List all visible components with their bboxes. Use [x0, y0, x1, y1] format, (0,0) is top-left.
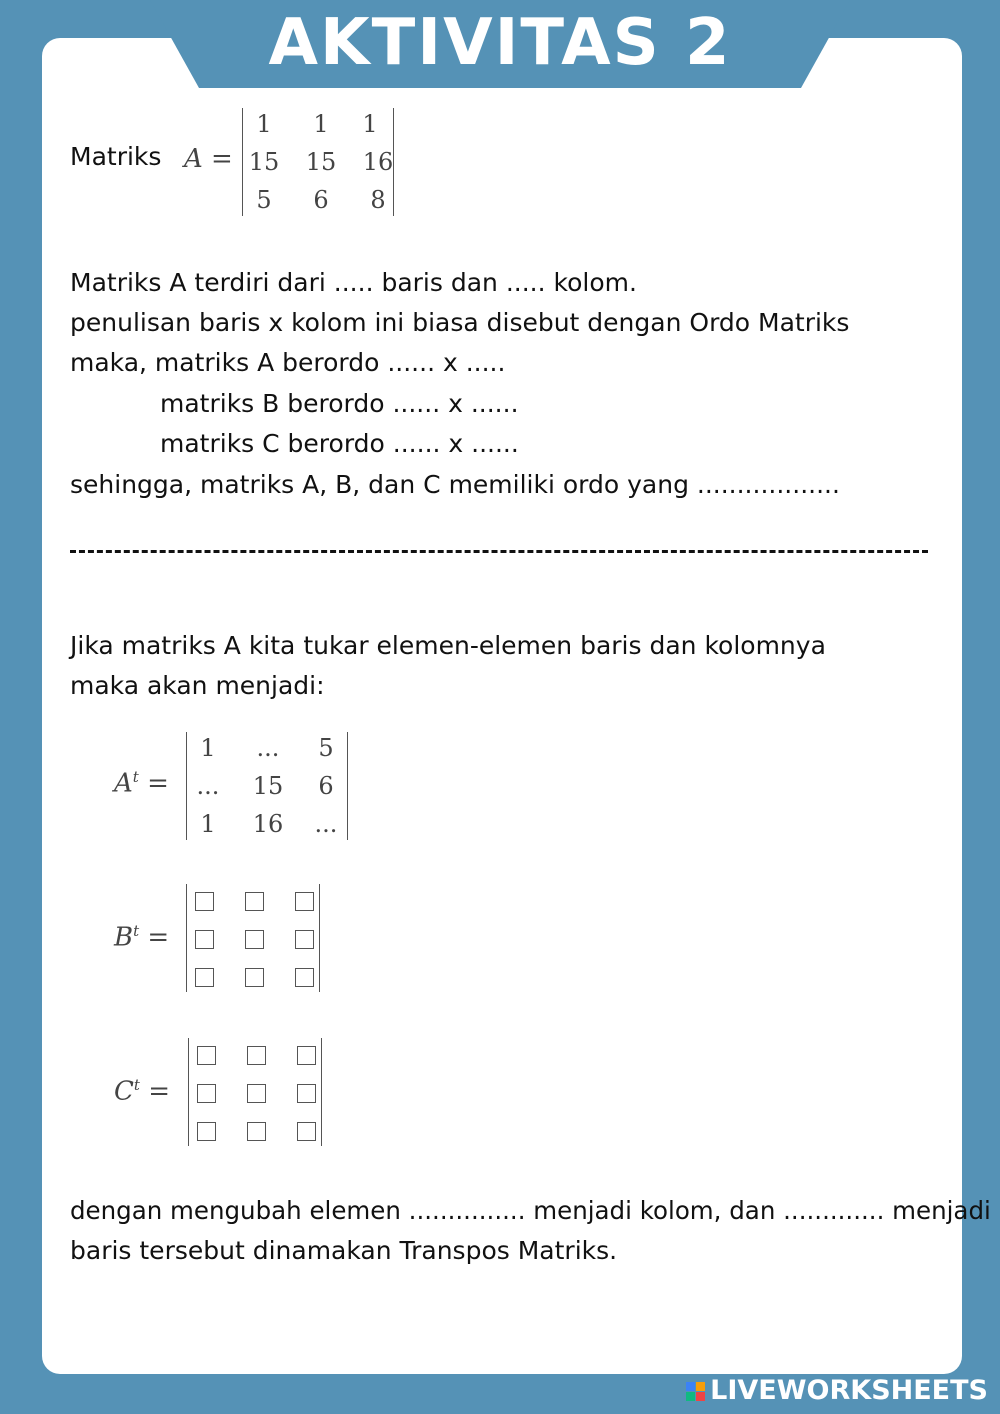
line-ordo-definition: penulisan baris x kolom ini biasa disebut dengan Ordo Matriks	[70, 308, 850, 337]
matrix-at-cell: 16	[252, 810, 284, 838]
answer-box[interactable]	[295, 968, 314, 987]
matrix-a-cell: 6	[313, 186, 329, 214]
answer-box[interactable]	[247, 1084, 266, 1103]
answer-box[interactable]	[297, 1084, 316, 1103]
matrix-a-cell: 15	[305, 148, 337, 176]
answer-box[interactable]	[197, 1084, 216, 1103]
answer-box[interactable]	[245, 892, 264, 911]
matrix-a-cell: 5	[256, 186, 272, 214]
brand-logo	[686, 1375, 988, 1406]
conclusion-1: dengan mengubah elemen ............... menjadi kolom, dan ............. menjadi	[70, 1196, 991, 1225]
worksheet-card	[42, 38, 962, 1374]
liveworksheets-icon	[686, 1382, 706, 1402]
answer-box[interactable]	[197, 1046, 216, 1065]
answer-box[interactable]	[295, 930, 314, 949]
matrix-a-cell: 1	[362, 110, 378, 138]
conclusion-2: baris tersebut dinamakan Transpos Matriks.	[70, 1236, 618, 1265]
matrix-at-cell: 6	[318, 772, 334, 800]
matrix-a-cell: 1	[256, 110, 272, 138]
matrix-at-cell: 15	[252, 772, 284, 800]
answer-box[interactable]	[245, 968, 264, 987]
matrix-a-bars	[242, 108, 394, 216]
answer-box[interactable]	[247, 1046, 266, 1065]
answer-box[interactable]	[197, 1122, 216, 1141]
matrix-at-bars	[186, 732, 348, 840]
matrix-at-label: $A^t$ =	[114, 768, 169, 799]
matrix-a-cell: 16	[362, 148, 394, 176]
matrix-a-label: A =	[184, 144, 233, 174]
answer-box[interactable]	[195, 968, 214, 987]
matrix-a-cell: 1	[313, 110, 329, 138]
divider	[70, 550, 928, 553]
brand-text: LIVEWORKSHEETS	[710, 1375, 988, 1406]
matrix-a-prefix: Matriks	[70, 142, 162, 171]
answer-box[interactable]	[245, 930, 264, 949]
matrix-at-cell: ...	[314, 810, 338, 838]
line-rows-cols: Matriks A terdiri dari ..... baris dan ..... kolom.	[70, 268, 637, 297]
matrix-a-cell: 15	[248, 148, 280, 176]
line-ordo-a: maka, matriks A berordo ...... x .....	[70, 348, 506, 377]
matrix-ct-label: $C^t$ =	[114, 1076, 170, 1107]
transpose-intro-1: Jika matriks A kita tukar elemen-elemen baris dan kolomnya	[70, 631, 826, 660]
matrix-a-cell: 8	[370, 186, 386, 214]
matrix-at-cell: 1	[200, 734, 216, 762]
answer-box[interactable]	[297, 1122, 316, 1141]
answer-box[interactable]	[195, 930, 214, 949]
answer-box[interactable]	[295, 892, 314, 911]
answer-box[interactable]	[247, 1122, 266, 1141]
page-title: AKTIVITAS 2	[268, 6, 732, 80]
transpose-intro-2: maka akan menjadi:	[70, 671, 325, 700]
matrix-bt-label: $B^t$ =	[114, 922, 170, 953]
line-ordo-conclusion: sehingga, matriks A, B, dan C memiliki ordo yang ..................	[70, 470, 840, 499]
answer-box[interactable]	[297, 1046, 316, 1065]
matrix-ct-bars	[188, 1038, 322, 1146]
line-ordo-c: matriks C berordo ...... x ......	[160, 429, 519, 458]
matrix-at-cell: ...	[196, 772, 220, 800]
matrix-at-cell: 5	[318, 734, 334, 762]
answer-box[interactable]	[195, 892, 214, 911]
matrix-at-cell: 1	[200, 810, 216, 838]
line-ordo-b: matriks B berordo ...... x ......	[160, 389, 519, 418]
matrix-bt-bars	[186, 884, 320, 992]
matrix-at-cell: ...	[256, 734, 280, 762]
